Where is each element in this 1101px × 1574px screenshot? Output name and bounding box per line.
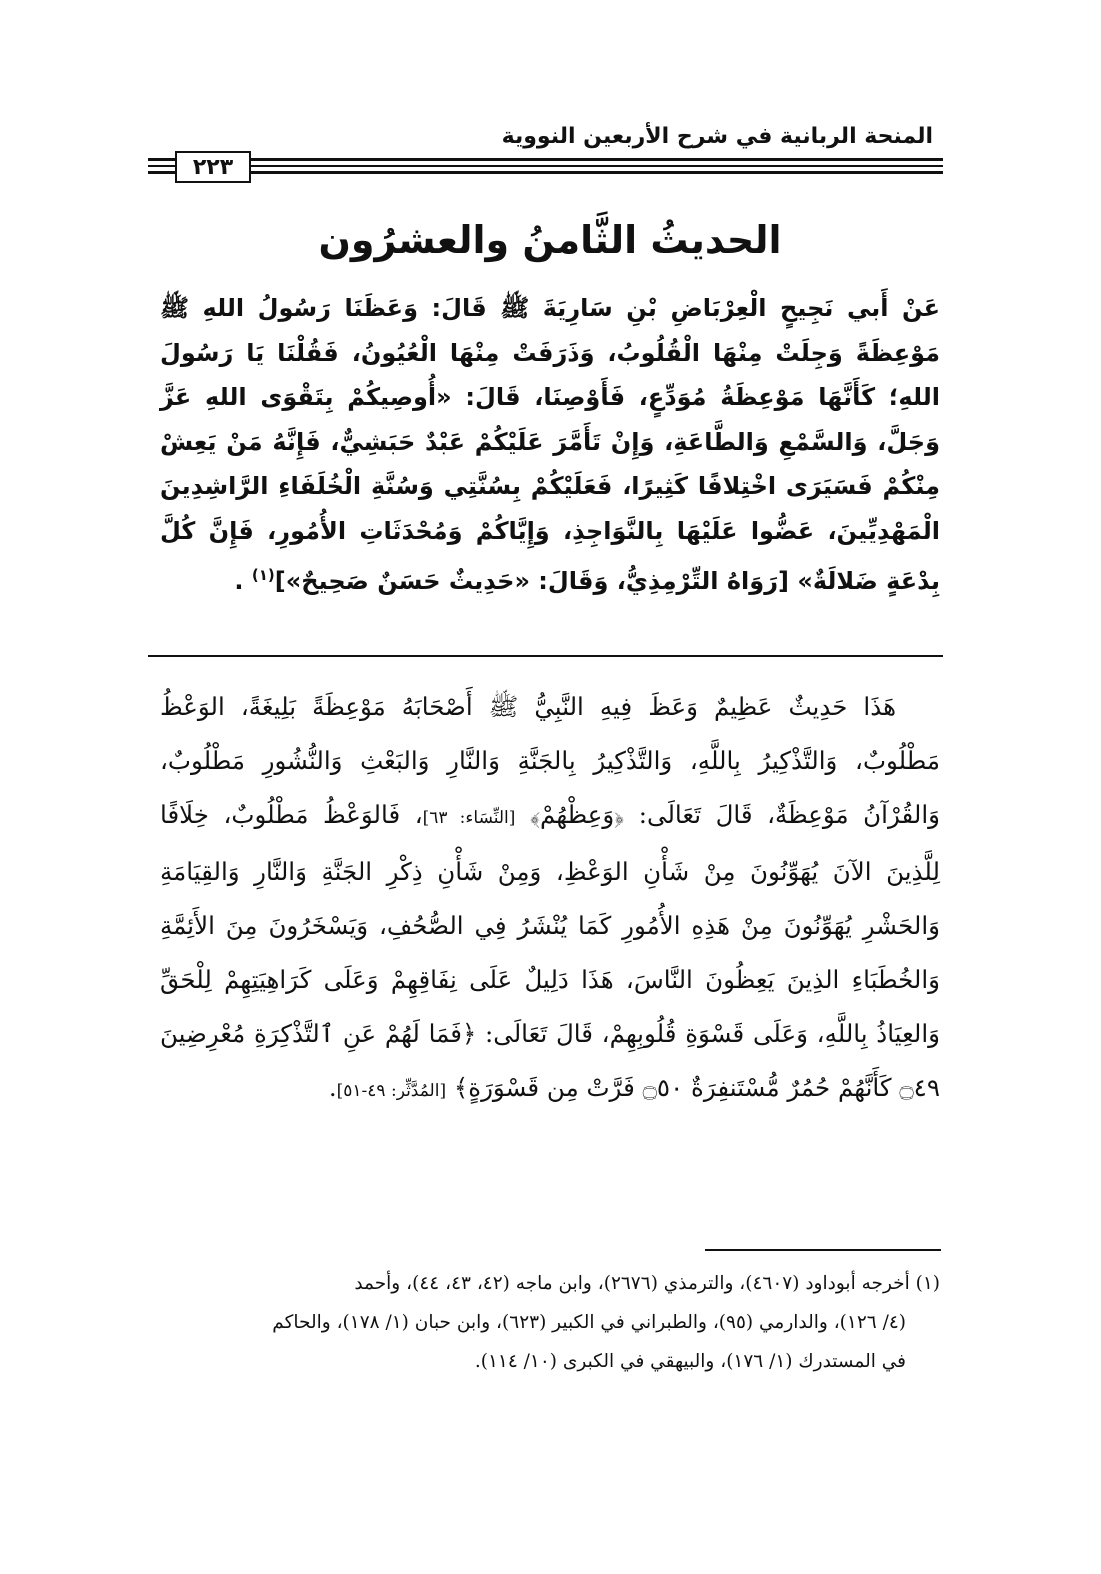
commentary-text-1: هَذَا حَدِيثٌ عَظِيمٌ وَعَظَ فِيهِ النَّبِيُّ ﷺ أَصْحَابَهُ مَوْعِظَةً بَلِيغَةً، الوَعْظُ مَطْلُوبٌ، وَالتَّذْكِيرُ بِاللَّهِ، وَالتَّذْكِيرُ بِالجَنَّةِ وَالنَّارِ وَالبَعْثِ وَالنُّشُورِ مَطْلُوبٌ، وَالقُرْآنُ مَوْعِظَةٌ، قَالَ تَعَالَى: ﴿وَعِظْهُمْ﴾: [160, 692, 940, 829]
commentary-end: .: [328, 1073, 337, 1102]
footnote-line-3: في المستدرك (١/ ١٧٦)، والبيهقي في الكبرى (١٠/ ١١٤).: [474, 1351, 906, 1372]
hadith-end: .: [234, 567, 252, 595]
footnote-line-2: (٤/ ١٢٦)، والدارمي (٩٥)، والطبراني في الكبير (٦٢٣)، وابن حبان (١/ ١٧٨)، والحاكم: [272, 1312, 906, 1333]
hadith-body: عَنْ أَبي نَجِيحٍ الْعِرْبَاضِ بْنِ سَارِيَةَ ﷺ قَالَ: وَعَظَنَا رَسُولُ اللهِ ﷺ مَوْعِظَةً وَجِلَتْ مِنْهَا الْقُلُوبُ، وَذَرَفَتْ مِنْهَا الْعُيُونُ، فَقُلْنَا يَا رَسُولَ اللهِ؛ كَأَنَّهَا مَوْعِظَةُ مُوَدِّعٍ، فَأَوْصِنَا، قَالَ: «أُوصِيكُمْ بِتَقْوَى اللهِ عَزَّ وَجَلَّ، وَالسَّمْعِ وَالطَّاعَةِ، وَإِنْ تَأَمَّرَ عَلَيْكُمْ عَبْدٌ حَبَشِيٌّ، فَإِنَّهُ مَنْ يَعِشْ مِنْكُمْ فَسَيَرَى اخْتِلافًا كَثِيرًا، فَعَلَيْكُمْ بِسُنَّتِي وَسُنَّةِ الْخُلَفَاءِ الرَّاشِدِينَ الْمَهْدِيِّينَ، عَضُّوا عَلَيْهَا بِالنَّوَاجِذِ، وَإِيَّاكُمْ وَمُحْدَثَاتِ الأُمُورِ، فَإِنَّ كُلَّ بِدْعَةٍ ضَلالَةٌ» [رَوَاهُ التِّرْمِذِيُّ، وَقَالَ: «حَدِيثٌ حَسَنٌ صَحِيحٌ»]: [160, 294, 940, 595]
quran-reference-1: [النِّسَاء: ٦٣]: [422, 808, 516, 828]
hadith-text: [160, 286, 940, 604]
running-title: المنحة الربانية في شرح الأربعين النووية: [501, 124, 933, 149]
header-rule: [148, 158, 943, 180]
footnote-marker: (١): [251, 566, 275, 584]
quran-reference-2: [المُدَّثِّر: ٤٩-٥١]: [336, 1081, 447, 1101]
footnote-line-1: (١) أخرجه أبوداود (٤٦٠٧)، والترمذي (٢٦٧٦)، وابن ماجه (٤٢، ٤٣، ٤٤)، وأحمد: [354, 1273, 940, 1294]
commentary-paragraph: [160, 680, 940, 1118]
hadith-title: الحديثُ الثَّامنُ والعشرُون: [318, 218, 782, 262]
footnote-separator: [705, 1249, 941, 1251]
commentary-text-2: ، فَالوَعْظُ مَطْلُوبٌ، خِلَافًا لِلَّذِينَ الآنَ يُهَوِّنُونَ مِنْ شَأْنِ الوَعْظِ، وَمِنْ شَأْنِ ذِكْرِ الجَنَّةِ وَالنَّارِ وَالقِيَامَةِ وَالحَشْرِ يُهَوِّنُونَ مِنْ هَذِهِ الأُمُورِ كَمَا يُنْشَرُ فِي الصُّحُفِ، وَيَسْخَرُونَ مِنَ الأَئِمَّةِ وَالخُطَبَاءِ الذِينَ يَعِظُونَ النَّاسَ، هَذَا دَلِيلٌ عَلَى نِفَاقِهِمْ وَعَلَى كَرَاهِيَتِهِمْ لِلْحَقِّ وَالعِيَاذُ بِاللَّهِ، وَعَلَى قَسْوَةِ قُلُوبِهِمْ، قَالَ تَعَالَى: ﴿فَمَا لَهُمْ عَنِ ٱلتَّذْكِرَةِ مُعْرِضِينَ ۝٤٩ كَأَنَّهُمْ حُمُرٌ مُّسْتَنفِرَةٌ ۝٥٠ فَرَّتْ مِن قَسْوَرَةٍ﴾: [160, 800, 940, 1102]
section-divider: [148, 655, 943, 657]
page-number: ٢٢٣: [175, 151, 251, 183]
footnotes: [160, 1264, 940, 1381]
